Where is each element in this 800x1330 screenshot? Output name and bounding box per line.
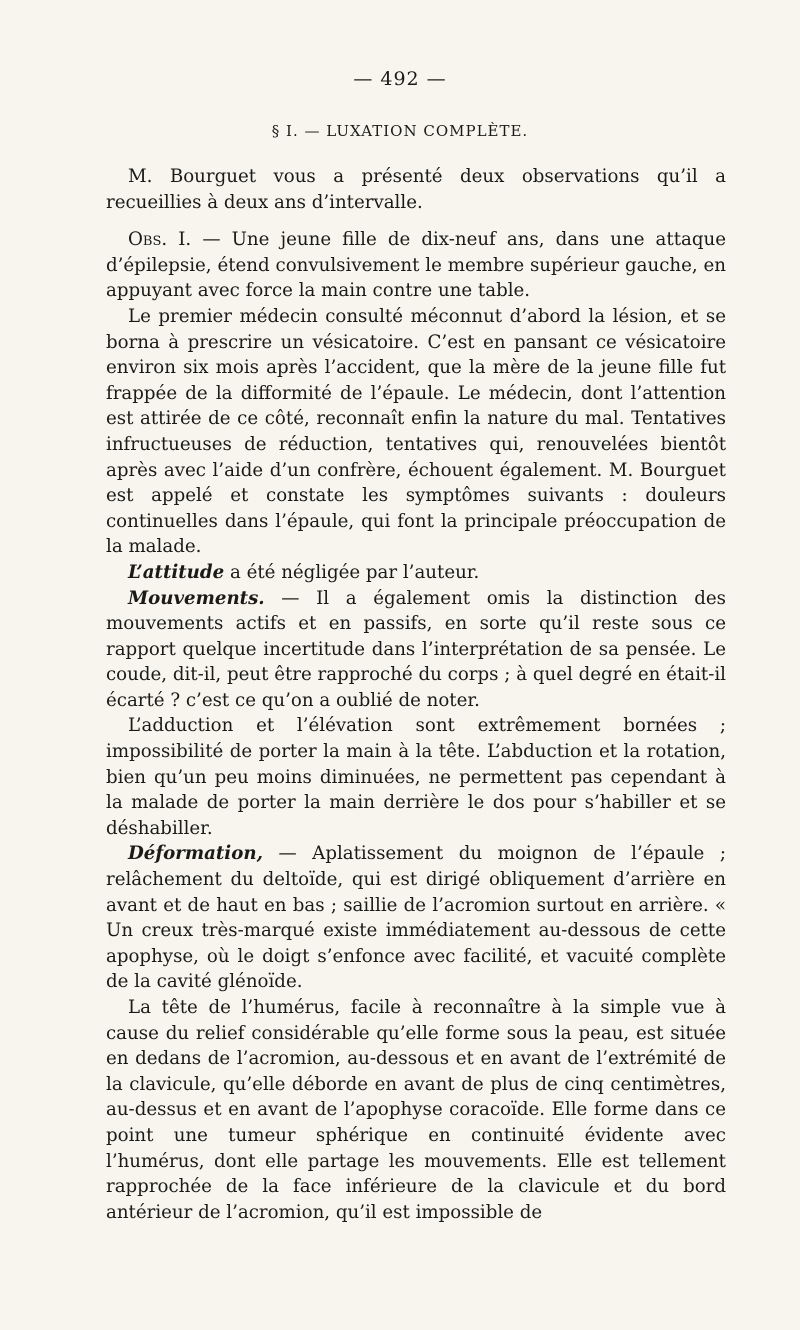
obs-label: Obs. I. bbox=[128, 229, 192, 251]
mouvements-label: Mouvements. bbox=[128, 587, 265, 609]
paragraph-1: M. Bourguet vous a présenté deux observations qu’il a recueillies à deux ans d’intervalle. bbox=[106, 166, 726, 213]
body-text bbox=[106, 164, 726, 1225]
paragraph-3: Le premier médecin consulté méconnut d’abord la lésion, et se borna à prescrire un vésicatoire. C’est en pansant ce vésicatoire environ six mois après l’accident, que la mère de la jeune fille fut frappée de la difformité de l’épaule. Le médecin, dont l’attention est attirée de ce côté, reconnaît enfin la nature du mal. Tentatives infructueuses de réduction, tentatives qui, renouvelées bientôt après avec l’aide d’un confrère, échouent également. M. Bourguet est appelé et constate les symptômes suivants : douleurs continuelles dans l’épaule, qui font la principale préoccupation de la malade. bbox=[106, 305, 726, 558]
paragraph-4-text: a été négligée par l’auteur. bbox=[224, 561, 480, 583]
paragraph-2 bbox=[106, 227, 726, 304]
attitude-label: L’attitude bbox=[128, 561, 225, 583]
paragraph-7-text: — Aplatissement du moignon de l’épaule ; relâchement du deltoïde, qui est dirigé obliquement d’arrière en avant et de haut en bas ; saillie de l’acromion surtout en arrière. « Un creux très-marqué existe immédiatement au-dessous de cette apophyse, où le doigt s’enfonce avec facilité, et vacuité complète de la cavité glénoïde. bbox=[106, 843, 726, 993]
paragraph-5 bbox=[106, 586, 726, 714]
paragraph-6: L’adduction et l’élévation sont extrêmement bornées ; impossibilité de porter la main à la tête. L’abduction et la rotation, bien qu’un peu moins diminuées, ne permettent pas cependant à la malade de porter la main derrière le dos pour s’habiller et se déshabiller. bbox=[106, 715, 726, 839]
paragraph-4 bbox=[106, 560, 726, 586]
paragraph-2-text: — Une jeune fille de dix-neuf ans, dans une attaque d’épilepsie, étend convulsivement le membre supérieur gauche, en appuyant avec force la main contre une table. bbox=[106, 229, 726, 302]
paragraph-8: La tête de l’humérus, facile à reconnaître à la simple vue à cause du relief considérable qu’elle forme sous la peau, est située en dedans de l’acromion, au-dessous et en avant de l’extrémité de la clavicule, qu’elle déborde en avant de plus de cinq centimètres, au-dessus et en avant de l’apophyse coracoïde. Elle forme dans ce point une tumeur sphérique en continuité évidente avec l’humérus, dont elle partage les mouvements. Elle est tellement rapprochée de la face inférieure de la clavicule et du bord antérieur de l’acromion, qu’il est impossible de bbox=[106, 997, 726, 1223]
page-number: — 492 — bbox=[353, 68, 447, 90]
deformation-label: Déformation, bbox=[128, 843, 263, 865]
paragraph-7 bbox=[106, 841, 726, 995]
paragraph-5-text: — Il a également omis la distinction des mouvements actifs et en passifs, en sorte qu’il reste sous ce rapport quelque incertitude dans l’interprétation de sa pensée. Le coude, dit-il, peut être rapproché du corps ; à quel degré en était-il écarté ? c’est ce qu’on a oublié de noter. bbox=[106, 587, 726, 711]
section-heading: § I. — LUXATION COMPLÈTE. bbox=[271, 122, 529, 140]
